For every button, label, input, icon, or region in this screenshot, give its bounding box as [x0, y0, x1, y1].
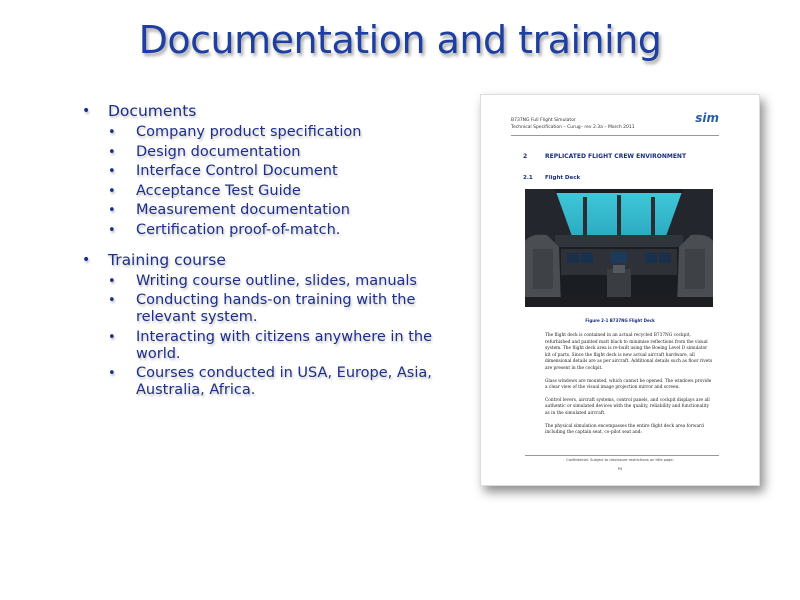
document-footer: Confidential. Subject to disclosure restrictions on title page.	[566, 458, 674, 462]
bullet-dot: •	[108, 366, 116, 381]
sub-bullet-text: Acceptance Test Guide	[136, 182, 301, 199]
sub-bullet-text: Courses conducted in USA, Europe, Asia, Australia, Africa.	[136, 365, 432, 398]
body-paragraph: Glass windows are mounted, which cannot be opened. The windows provide a clear view of the visual image projection mirror and screen.	[545, 378, 712, 391]
sub-bullet	[108, 292, 462, 326]
sub-bullet	[108, 144, 462, 161]
document-section-heading	[523, 153, 686, 160]
document-header-title: B737NG Full Flight Simulator	[511, 118, 576, 123]
sub-bullet	[108, 329, 462, 363]
bullet-dot: •	[82, 103, 91, 119]
bullet-training-course	[82, 249, 462, 400]
bullet-dot: •	[108, 183, 116, 199]
sub-bullet-text: Measurement documentation	[136, 202, 350, 218]
subsection-title: Flight Deck	[545, 175, 581, 181]
section-title: REPLICATED FLIGHT CREW ENVIRONMENT	[545, 153, 687, 160]
sub-bullet	[108, 365, 462, 399]
bullet-dot: •	[82, 251, 91, 268]
sub-bullet-text: Interface Control Document	[136, 163, 338, 179]
document-subsection-heading	[523, 175, 580, 181]
body-paragraph: The physical simulation encompasses the entire flight deck area forward including the captain seat, co-pilot seat and:	[545, 423, 704, 436]
bullet-label: Training course	[108, 250, 226, 269]
document-header-subtitle: Technical Specification – Curug– rev 2.3a – March 2011	[511, 125, 635, 130]
sim-logo: sim	[695, 111, 719, 125]
bullet-dot: •	[108, 203, 116, 218]
sub-bullet-text: Interacting with citizens anywhere in the world.	[136, 328, 433, 362]
bullet-dot: •	[108, 164, 116, 179]
sub-bullet-text: Company product specification	[136, 124, 362, 140]
sub-bullet	[108, 124, 462, 141]
body-paragraph: Control levers, aircraft systems, control panels, and cockpit displays are all authentic or simulated devices with the quality, reliability and functionality as in the simulated aircraft.	[545, 397, 710, 416]
body-paragraph: The flight deck is contained in an actual recycled B737NG cockpit, refurbished and painted matt black to minimise reflections from the visual system. The flight deck area is re-built using the Boeing Level D simulator kit of parts. Since the flight deck is new actual aircraft hardware, all dimensional details are as per aircraft. Additional details such as floor rivets are present in the cockpit.	[545, 333, 713, 371]
sub-bullet	[108, 202, 462, 219]
document-header	[511, 117, 635, 131]
page-number: P4	[617, 467, 623, 471]
sub-bullet-text: Design documentation	[136, 143, 301, 160]
slide-title: Documentation and training	[138, 18, 662, 62]
document-body	[545, 333, 713, 443]
bullet-dot: •	[108, 222, 116, 238]
sub-bullet-list	[108, 124, 462, 239]
footer-divider	[525, 455, 719, 456]
sub-bullet	[108, 273, 462, 290]
bullet-dot: •	[108, 144, 116, 160]
bullet-dot: •	[108, 329, 116, 345]
subsection-number: 2.1	[523, 175, 533, 181]
document-thumbnail	[480, 94, 760, 486]
figure-caption: Figure 2-1 B737NG Flight Deck	[585, 318, 655, 323]
bullet-label: Documents	[108, 102, 197, 120]
bullet-dot: •	[108, 293, 116, 308]
bullet-dot: •	[108, 273, 116, 289]
flight-deck-photo	[525, 189, 713, 307]
header-divider	[511, 135, 719, 136]
sub-bullet-text: Conducting hands-on training with the relevant system.	[136, 292, 416, 325]
bullet-dot: •	[108, 125, 116, 140]
sub-bullet-list	[108, 273, 462, 400]
sub-bullet-text: Writing course outline, slides, manuals	[136, 272, 417, 289]
bullet-documents	[82, 100, 462, 239]
sub-bullet	[108, 222, 462, 239]
section-number: 2	[523, 153, 528, 160]
sub-bullet	[108, 183, 462, 200]
sub-bullet	[108, 163, 462, 180]
sub-bullet-text: Certification proof-of-match.	[136, 221, 341, 238]
bullet-list	[82, 100, 462, 409]
